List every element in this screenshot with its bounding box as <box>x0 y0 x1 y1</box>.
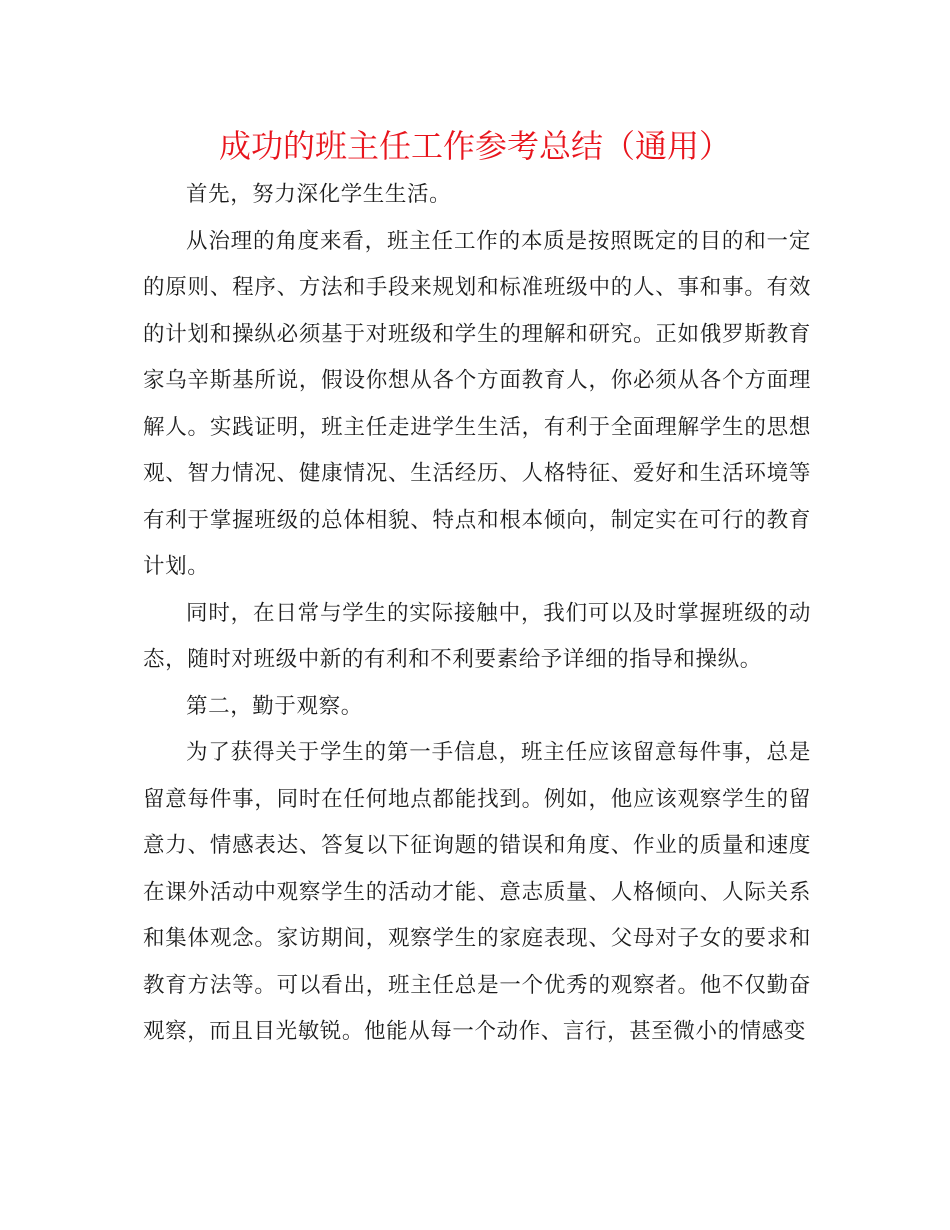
paragraph-1: 首先，努力深化学生生活。 <box>186 182 452 207</box>
paragraph-4: 第二，勤于观察。 <box>186 693 363 719</box>
paragraph-5: 为了获得关于学生的第一手信息，班主任应该留意每件事，总是留意每件事，同时在任何地点都能找到。例如，他应该观察学生的留意力、情感表达、答复以下征询题的错误和角度、作业的质量和速度在课外活动中观察学生的活动才能、意志质量、人格倾向、人际关系和集体观念。家访期间，观察学生的家庭表现、父母对子女的要求和教育方法等。可以看出，班主任总是一个优秀的观察者。他不仅勤奋观察，而且目光敏锐。他能从每一个动作、言行，甚至微小的情感变 <box>143 740 811 1044</box>
paragraph-3: 同时，在日常与学生的实际接触中，我们可以及时掌握班级的动态，随时对班级中新的有利和不利要素给予详细的指导和操纵。 <box>143 600 811 672</box>
document-title: 成功的班主任工作参考总结（通用） <box>218 127 731 165</box>
paragraph-2: 从治理的角度来看，班主任工作的本质是按照既定的目的和一定的原则、程序、方法和手段来规划和标准班级中的人、事和事。有效的计划和操纵必须基于对班级和学生的理解和研究。正如俄罗斯教育家乌辛斯基所说，假设你想从各个方面教育人，你必须从各个方面理解人。实践证明，班主任走进学生生活，有利于全面理解学生的思想观、智力情况、健康情况、生活经历、人格特征、爱好和生活环境等有利于掌握班级的总体相貌、特点和根本倾向，制定实在可行的教育计划。 <box>143 228 811 579</box>
document-body <box>143 172 811 1056</box>
